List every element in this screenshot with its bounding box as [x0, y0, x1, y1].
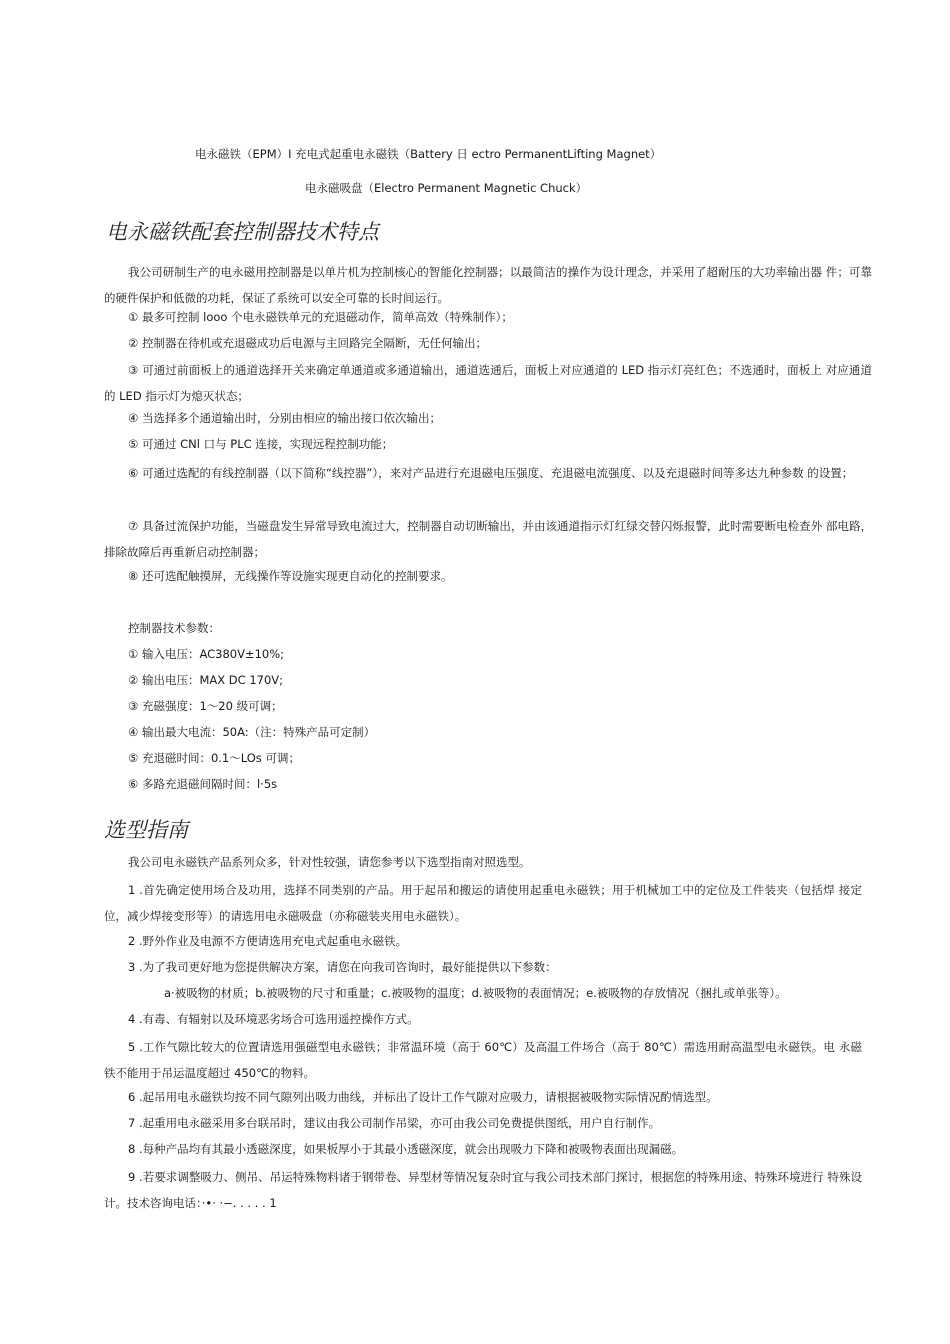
- param-item: ③ 充磁强度：1〜20 级可调；: [128, 699, 283, 713]
- selection-item: 6 .起吊用电永磁铁均按不同气隙列出吸力曲线，并标出了设计工作气隙对应吸力，请根据被吸物实际情况酌情选型。: [128, 1090, 718, 1104]
- selection-subitem: a·被吸物的材质；b.被吸物的尺寸和重量；c.被吸物的温度；d.被吸物的表面情况；e.被吸物的存放情况（捆扎或单张等）。: [164, 986, 787, 1000]
- feature-item: ② 控制器在待机或充退磁成功后电源与主回路完全隔断，无任何输出；: [128, 336, 487, 350]
- selection-item: 1 .首先确定使用场合及功用，选择不同类别的产品。用于起吊和搬运的请使用起重电永磁铁；用于机械加工中的定位及工件装夹（包括焊 接定位，减少焊接变形等）的请选用电永磁吸盘（亦称磁装夹用电永磁铁）。: [104, 883, 862, 923]
- feature-item: ④ 当选择多个通道输出时，分别由相应的输出接口依次输出；: [128, 411, 441, 425]
- feature-item: ① 最多可控制 looo 个电永磁铁单元的充退磁动作，简单高效（特殊制作）；: [128, 310, 513, 324]
- section-title-controller: 电永磁铁配套控制器技术特点: [106, 220, 379, 244]
- feature-item: ⑧ 还可选配触摸屏，无线操作等设施实现更自动化的控制要求。: [128, 569, 453, 583]
- param-item: ④ 输出最大电流：50A:（注：特殊产品可定制）: [128, 725, 376, 739]
- selection-item: 2 .野外作业及电源不方便请选用充电式起重电永磁铁。: [128, 934, 408, 948]
- feature-item: ⑤ 可通过 CNl 口与 PLC 连接，实现远程控制功能；: [128, 437, 394, 451]
- header-line-2: 电永磁吸盘（Electro Permanent Magnetic Chuck）: [305, 181, 588, 195]
- feature-item: ③ 可通过前面板上的通道选择开关来确定单通道或多通道输出，通道选通后，面板上对应通道的 LED 指示灯亮红色；不选通时，面板上 对应通道的 LED 指示灯为熄灭状态；: [104, 363, 872, 403]
- feature-item: ⑥ 可通过选配的有线控制器（以下简称“线控器”），来对产品进行充退磁电压强度、充退磁电流强度、以及充退磁时间等多达九种参数 的设置；: [128, 466, 854, 480]
- selection-item: 8 .每种产品均有其最小透磁深度，如果板厚小于其最小透磁深度，就会出现吸力下降和被吸物表面出现漏磁。: [128, 1142, 684, 1156]
- header-line-1: 电永磁铁（EPM）I 充电式起重电永磁铁（Battery 日 ectro PermanentLifting Magnet）: [195, 147, 662, 161]
- section-title-selection: 选型指南: [104, 818, 188, 842]
- selection-intro: 我公司电永磁铁产品系列众多，针对性较强，请您参考以下选型指南对照选型。: [128, 855, 531, 869]
- selection-item: 3 .为了我司更好地为您提供解决方案，请您在向我司咨询时，最好能提供以下参数：: [128, 960, 557, 974]
- selection-item: 4 .有毒、有辐射以及环境恶劣场合可选用遥控操作方式。: [128, 1012, 419, 1026]
- param-item: ⑥ 多路充退磁间隔时间：l·5s: [128, 777, 278, 791]
- selection-item: 7 .起重用电永磁采用多台联吊时，建议由我公司制作吊梁，亦可由我公司免费提供图纸，用户自行制作。: [128, 1116, 661, 1130]
- param-item: ② 输出电压：MAX DC 170V;: [128, 673, 284, 687]
- selection-item: 5 .工作气隙比较大的位置请选用强磁型电永磁铁；非常温环境（高于 60℃）及高温工件场合（高于 80℃）需选用耐高温型电永磁铁。电 永磁铁不能用于吊运温度超过 450℃的物料。: [104, 1040, 862, 1080]
- param-item: ① 输入电压：AC380V±10%;: [128, 647, 285, 661]
- feature-item: ⑦ 具备过流保护功能，当磁盘发生异常导致电流过大，控制器自动切断输出，并由该通道指示灯红绿交替闪烁报警，此时需要断电检查外 部电路，排除故障后再重新启动控制器；: [104, 519, 872, 559]
- selection-item: 9 .若要求调整吸力、侧吊、吊运特殊物料诸于钢带卷、异型材等情况复杂时宜与我公司技术部门探讨，根据您的特殊用途、特殊环境进行 特殊设计。技术咨询电话：·•· ·−. . . . . 1: [104, 1170, 862, 1210]
- param-item: ⑤ 充退磁时间：0.1〜LOs 可调；: [128, 751, 300, 765]
- intro-paragraph: 我公司研制生产的电永磁用控制器是以单片机为控制核心的智能化控制器；以最简洁的操作为设计理念，并采用了超耐压的大功率输出器 件；可靠的硬件保护和低微的功耗，保证了系统可以安全可靠的长时间运行。: [104, 265, 872, 305]
- params-title: 控制器技术参数：: [128, 621, 220, 635]
